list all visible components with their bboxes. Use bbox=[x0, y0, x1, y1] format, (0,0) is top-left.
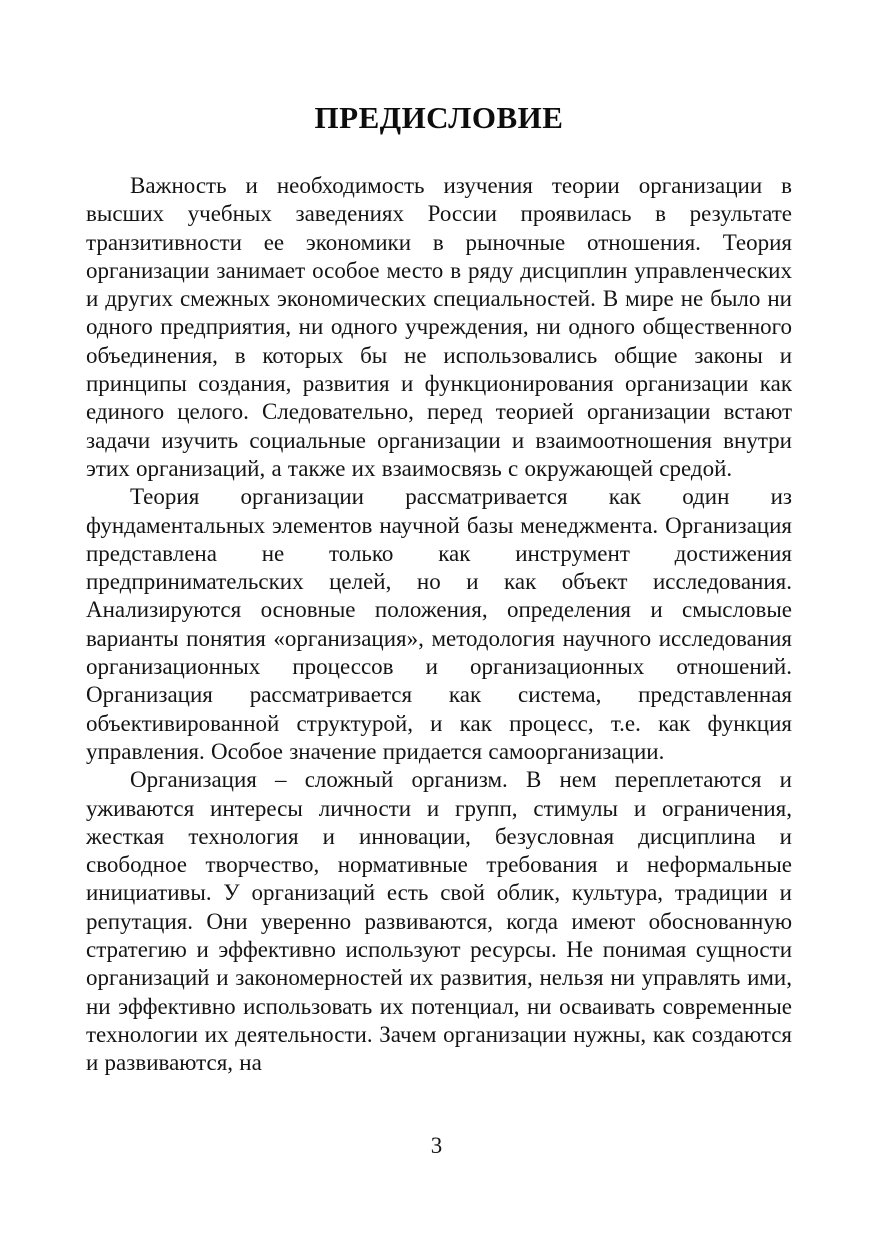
paragraph-3: Организация – сложный организм. В нем переплетаются и уживаются интересы личности и групп, стимулы и ограничения, жесткая технология и инновации, безусловная дисциплина и свободное творчество, нормативные требования и неформальные инициативы. У организаций есть свой облик, культура, традиции и репутация. Они уверенно развиваются, когда имеют обоснованную стратегию и эффективно используют ресурсы. Не понимая сущности организаций и закономерностей их развития, нельзя ни управлять ими, ни эффективно использовать их потенциал, ни осваивать современные технологии их деятельности. Зачем организации нужны, как создаются и развиваются, на bbox=[86, 767, 792, 1076]
document-body bbox=[86, 172, 792, 1078]
paragraph-2: Теория организации рассматривается как один из фундаментальных элементов научной базы менеджмента. Организация представлена не только как инструмент достижения предпринимательских целей, но и как объект исследования. Анализируются основные положения, определения и смысловые варианты понятия «организация», методология научного исследования организационных процессов и организационных отношений. Организация рассматривается как система, представленная объективированной структурой, и как процесс, т.е. как функция управления. Особое значение придается самоорганизации. bbox=[86, 484, 792, 764]
page-title: ПРЕДИСЛОВИЕ bbox=[314, 100, 564, 135]
text-column bbox=[86, 100, 792, 1078]
paragraph-1: Важность и необходимость изучения теории организации в высших учебных заведениях России проявилась в результате транзитивности ее экономики в рыночные отношения. Теория организации занимает особое место в ряду дисциплин управленческих и других смежных экономических специальностей. В мире не было ни одного предприятия, ни одного учреждения, ни одного общественного объединения, в которых бы не использовались общие законы и принципы создания, развития и функционирования организации как единого целого. Следовательно, перед теорией организации встают задачи изучить социальные организации и взаимоотношения внутри этих организаций, а также их взаимосвязь с окружающей средой. bbox=[86, 173, 792, 481]
page-number: 3 bbox=[430, 1133, 443, 1158]
